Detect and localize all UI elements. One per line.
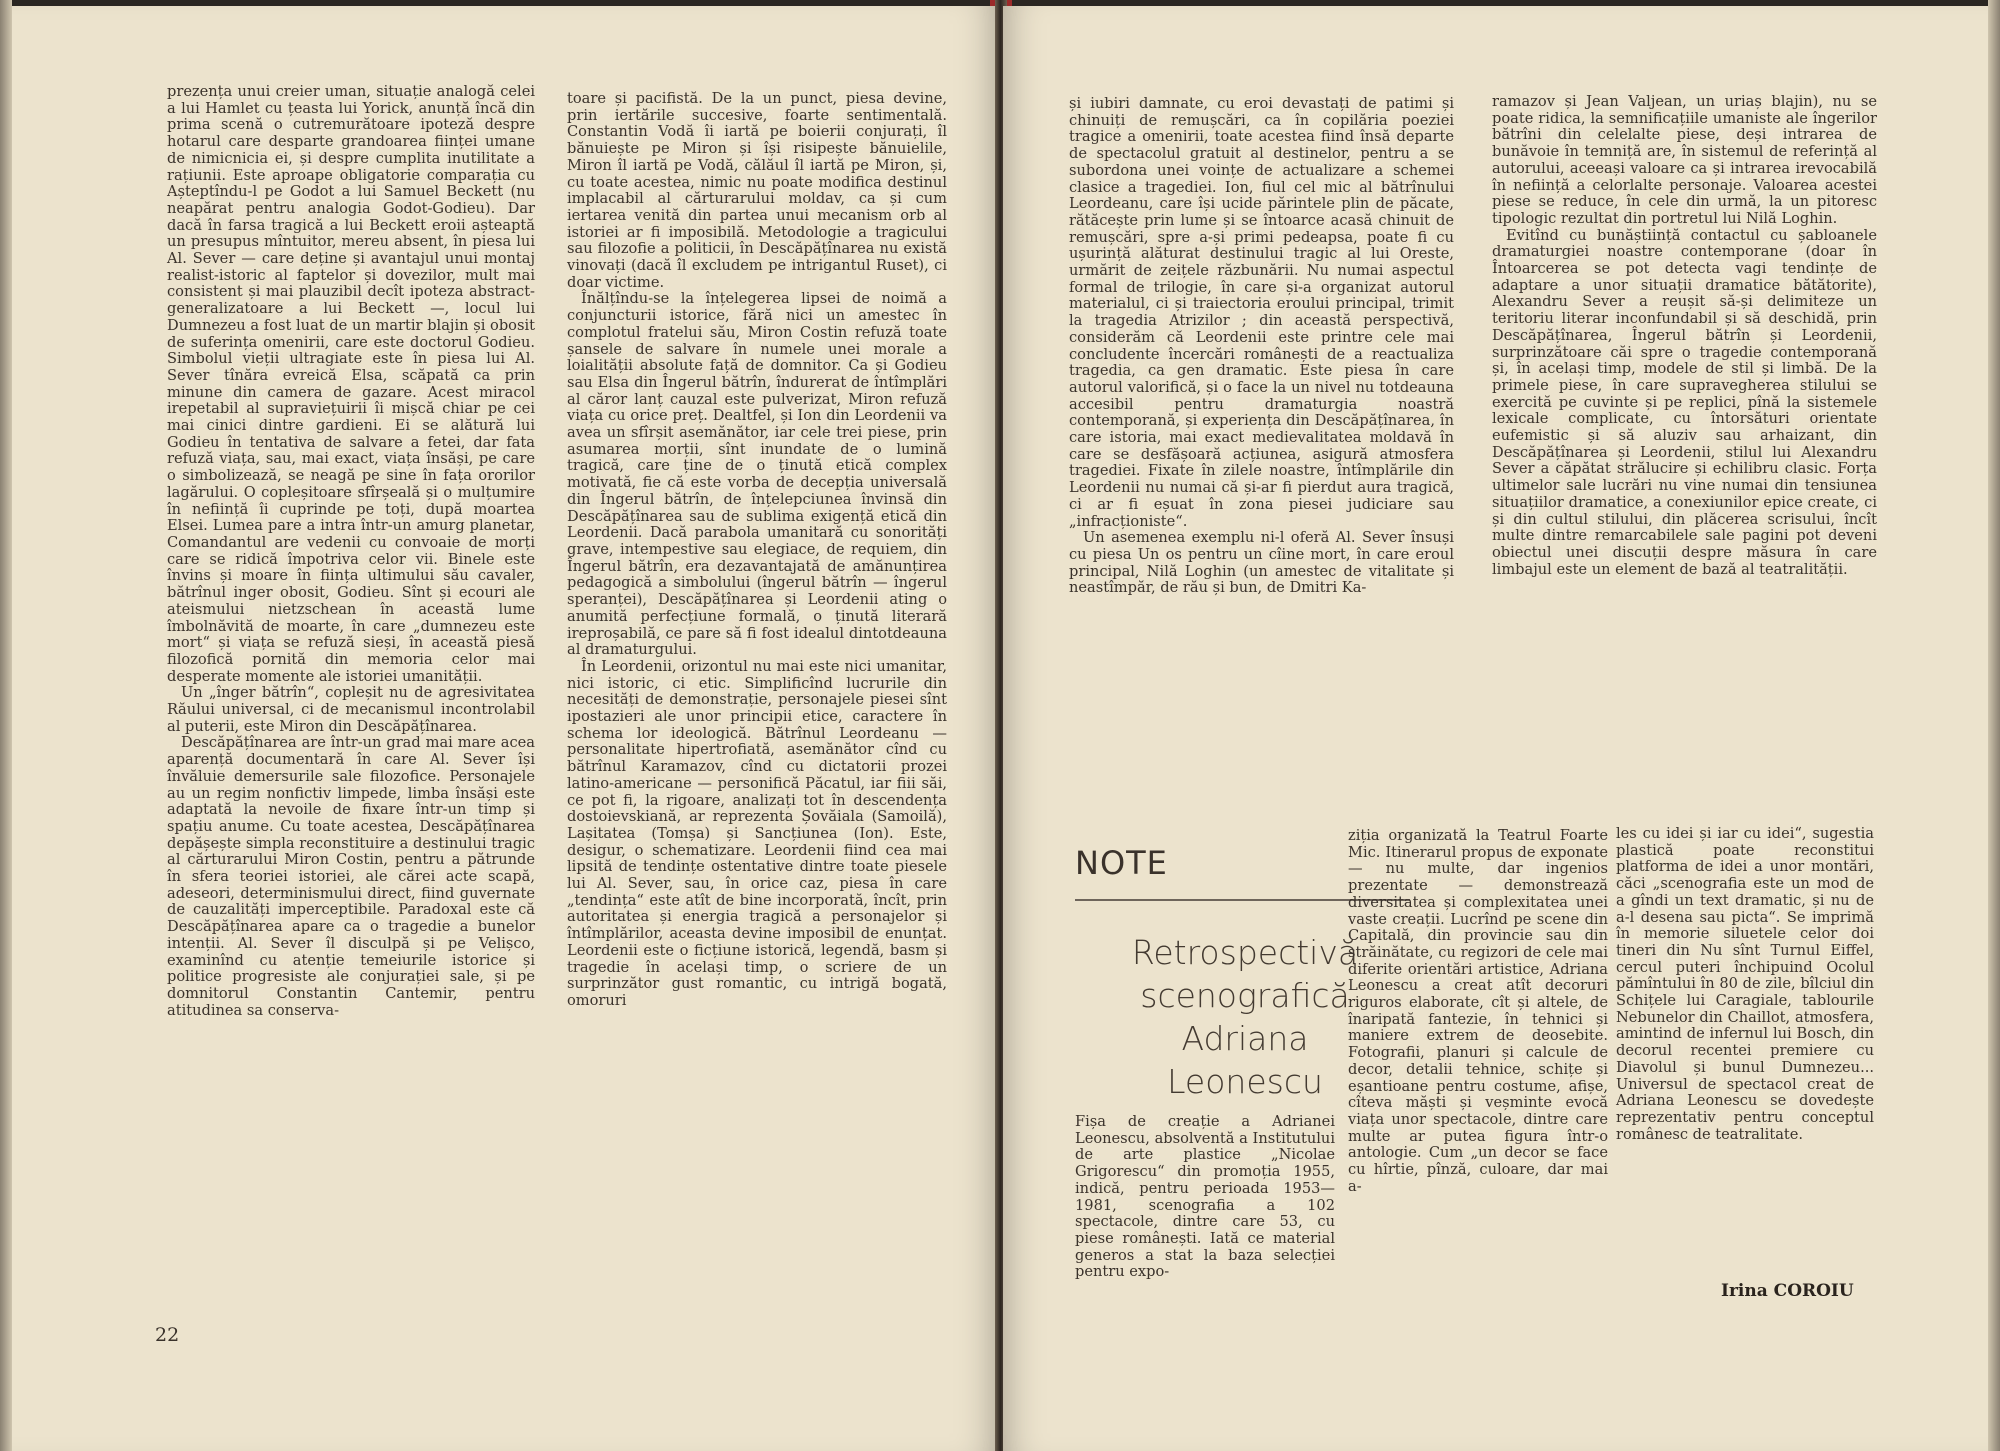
book-edge-left bbox=[0, 0, 12, 1451]
paragraph: Descăpățînarea are într-un grad mai mare acea aparență documentară în care Al. Sever își învăluie demersurile sale filozofice. Personajele au un regim nonfictiv limpede, limba însăși este adaptată la nevoile de fixare într-un timp și spațiu anume. Cu toate acestea, Descăpățînarea depășește simpla reconstituire a destinului tragic al cărturarului Miron Costin, pentru a pătrunde în sfera teoriei istoriei, ale cărei acte scapă, adeseori, determinismului direct, fiind guvernate de cauzalități imperceptibile. Paradoxal este că Descăpățînarea apare ca o tragedie a bunelor intenții. Al. Sever îl disculpă și pe Velișco, examinînd cu atenție temeiurile istorice și politice progresiste ale conjurației sale, și pe domnitorul Constantin Cantemir, pentru atitudinea sa conserva- bbox=[167, 734, 535, 1019]
paragraph: Un asemenea exemplu ni-l oferă Al. Sever însuși cu piesa Un os pentru un cîine mort, în care eroul principal, Nilă Loghin (un amestec de vitalitate și neastîmpăr, de rău și bun, de Dmitri Ka- bbox=[1069, 529, 1454, 597]
right-column-1 bbox=[1069, 96, 1454, 597]
note-column-2 bbox=[1348, 828, 1608, 1195]
right-column-2 bbox=[1492, 94, 1877, 578]
paragraph: les cu idei și iar cu idei“, sugestia plastică poate reconstitui platforma de idei a unor montări, căci „scenografia este un mod de a gîndi un text dramatic, și nu de a-l desena sau picta“. Se imprimă în memorie siluetele celor doi tineri din Nu sînt Turnul Eiffel, cercul puteri închipuind Ocolul pămîntului în 80 de zile, bîlciul din Schițele lui Caragiale, tablourile Nebunelor din Chaillot, atmosfera, amintind de infernul lui Bosch, din decorul recentei premiere cu Diavolul și bunul Dumnezeu... Universul de spectacol creat de Adriana Leonescu se dovedește reprezentativ pentru conceptul românesc de teatralitate. bbox=[1616, 825, 1874, 1143]
section-label: NOTE bbox=[1075, 844, 1168, 882]
right-page bbox=[1003, 6, 1988, 1451]
paragraph: Fișa de creație a Adrianei Leonescu, absolventă a Institutului de arte plastice „Nicolae Grigorescu“ din promoția 1955, indică, pentru perioada 1953—1981, scenografia a 102 spectacole, dintre care 53, cu piese românești. Iată ce material generos a stat la baza selecției pentru expo- bbox=[1075, 1113, 1335, 1281]
left-page bbox=[12, 6, 997, 1451]
paragraph: În Leordenii, orizontul nu mai este nici umanitar, nici istoric, ci etic. Simplificînd lucrurile din necesități de demonstrație, personajele piesei sînt ipostazieri ale unor principii etice, caractere în schema lor ideologică. Bătrînul Leordeanu — personalitate hipertrofiată, asemănător cînd cu bătrînul Karamazov, cînd cu dictatorii prozei latino-americane — personifică Păcatul, iar fiii săi, ce pot fi, la rigoare, analizați tot în descendența dostoievskiană, ar reprezenta Șovăiala (Samoilă), Lașitatea (Tomșa) și Sancțiunea (Ion). Este, desigur, o schematizare. Leordenii fiind cea mai lipsită de tendințe ostentative dintre toate piesele lui Al. Sever, sau, în orice caz, piesa în care „tendința“ este atît de bine incorporată, încît, prin autoritatea și energia tragică a personajelor și întîmplărilor, aceasta devine imposibil de enunțat. Leordenii este o ficțiune istorică, legendă, basm și tragedie în același timp, o scriere de un surprinzător gust romantic, cu intrigă bogată, omoruri bbox=[567, 657, 947, 1009]
page-number: 22 bbox=[155, 1324, 180, 1346]
title-line: Adriana bbox=[1181, 1019, 1309, 1058]
author-signature: Irina COROIU bbox=[1721, 1281, 1854, 1301]
paragraph: ramazov și Jean Valjean, un uriaș blajin), nu se poate ridica, la semnificațiile umaniste ale îngerilor bătrîni din celelalte piese, deși intrarea de bunăvoie în temniță are, în sistemul de referință al autorului, aceeași valoare ca și intrarea irevocabilă în neființă a celorlalte personaje. Valoarea acestei piese se reduce, în cele din urmă, la un pitoresc tipologic rezultat din portretul lui Nilă Loghin. bbox=[1492, 93, 1877, 227]
title-line: Leonescu bbox=[1167, 1062, 1323, 1101]
paragraph: ziția organizată la Teatrul Foarte Mic. Itinerarul propus de exponate — nu multe, dar ingenios prezentate — demonstrează diversitatea și complexitatea unei vaste creații. Lucrînd pe scene din Capitală, din provincie sau din străinătate, cu regizori de cele mai diferite orientări artistice, Adriana Leonescu a creat atît decoruri riguros elaborate, cît și altele, de înaripată fantezie, în tehnici și maniere extrem de deosebite. Fotografii, planuri și calcule de decor, detalii tehnice, schițe și eșantioane pentru costume, afișe, cîteva măști și veșminte evocă viața unor spectacole, dintre care multe ar putea figura într-o antologie. Cum „un decor se face cu hîrtie, pînză, culoare, dar mai a- bbox=[1348, 827, 1608, 1195]
title-line: scenografică bbox=[1140, 976, 1350, 1015]
paragraph: Înălțîndu-se la înțelegerea lipsei de noimă a conjuncturii istorice, fără nici un amestec în complotul fratelui său, Miron Costin refuză toate șansele de salvare în numele unei morale a loialității absolute față de domnitor. Ca și Godieu sau Elsa din Îngerul bătrîn, îndurerat de întîmplări al căror lanț cauzal este pulverizat, Miron refuză viața cu orice preț. Dealtfel, și Ion din Leordenii va avea un sfîrșit asemănător, iar cele trei piese, prin asumarea morții, sînt inundate de o lumină tragică, care ține de o ținută etică complex motivată, fie că este vorba de decepția universală din Îngerul bătrîn, de înțelepciunea învinsă din Descăpățînarea sau de sublima exigență etică din Leordenii. Dacă parabola umanitară cu sonorități grave, intempestive sau elegiace, de requiem, din Îngerul bătrîn, era dezavantajată de amănunțirea pedagogică a simbolului (îngerul bătrîn — îngerul speranței), Descăpățînarea și Leordenii ating o anumită perfecțiune formală, o ținută literară ireproșabilă, ce pare să fi fost idealul dintotdeauna al dramaturgului. bbox=[567, 290, 947, 659]
note-column-3 bbox=[1616, 826, 1874, 1143]
left-column-1 bbox=[167, 84, 535, 1019]
title-line: Retrospectivă bbox=[1131, 933, 1359, 972]
paragraph: și iubiri damnate, cu eroi devastați de patimi și chinuiți de remușcări, ca în copilăria poeziei tragice a omenirii, toate acestea fiind însă departe de spectacolul gratuit al destinelor, pentru a se subordona unei voințe de actualizare a schemei clasice a tragediei. Ion, fiul cel mic al bătrînului Leordeanu, care își ucide părintele plin de păcate, rătăcește prin lume și se întoarce acasă chinuit de remușcări, spre a-și primi pedeapsa, poate fi cu ușurință alăturat destinului tragic al lui Oreste, urmărit de zeițele răzbunării. Nu numai aspectul formal de trilogie, în care și-a organizat autorul materialul, ci și traiectoria eroului principal, trimit la tragedia Atrizilor ; din această perspectivă, considerăm că Leordenii este printre cele mai concludente încercări românești de a reactualiza tragedia, ca gen dramatic. Este piesa în care autorul valorifică, și o face la un nivel nu totdeauna accesibil pentru dramaturgia noastră contemporană, și experiența din Descăpățînarea, în care istoria, mai exact medievalitatea moldavă în care se desfășoară acțiunea, asigură atmosfera tragediei. Fixate în zilele noastre, întîmplările din Leordenii nu numai că și-ar fi pierdut aura tragică, ci ar fi eșuat în zona piesei judiciare sau „infracționiste“. bbox=[1069, 95, 1454, 530]
paragraph: prezența unui creier uman, situație analogă celei a lui Hamlet cu țeasta lui Yorick, anunță încă din prima scenă o cutremurătoare ipoteză despre hotarul care desparte grandoarea ființei umane de nimicnicia ei, și despre cumplita inutilitate a rațiunii. Este aproape obligatorie comparația cu Așteptîndu-l pe Godot a lui Samuel Beckett (nu neapărat pentru analogia Godot-Godieu). Dar dacă în farsa tragică a lui Beckett eroii așteaptă un presupus mîntuitor, mereu absent, în piesa lui Al. Sever — care deține și avantajul unui montaj realist-istoric al faptelor și dovezilor, mult mai consistent și mai plauzibil decît ipoteza abstract-generalizatoare a lui Beckett —, locul lui Dumnezeu a fost luat de un martir blajin și obosit de suferința omenirii, care este doctorul Godieu. Simbolul vieții ultragiate este în piesa lui Al. Sever tînăra evreică Elsa, scăpată ca prin minune din camera de gazare. Acest miracol irepetabil al supraviețuirii îi mișcă chiar pe cei mai cinici dintre gardieni. Ei se alătură lui Godieu în tentativa de salvare a fetei, dar fata refuză viața, sau, mai exact, viața însăși, pe care o simbolizează, se neagă pe sine în fața ororilor lagărului. O copleșitoare sfîrșeală și o mulțumire în neființă îi cuprinde pe toți, după moartea Elsei. Lumea pare a intra într-un amurg planetar, Comandantul are vedenii cu convoaie de morți care se ridică împotriva celor vii. Binele este învins și moare în ființa ultimului său cavaler, bătrînul inger obosit, Godieu. Sînt și ecouri ale ateismului nietzschean în această lume îmbolnăvită de moarte, în care „dumnezeu este mort“ și viața se refuză sieși, în această piesă filozofică pornită din memoria celor mai desperate momente ale istoriei umanității. bbox=[167, 83, 535, 685]
paragraph: Un „înger bătrîn“, copleșit nu de agresivitatea Răului universal, ci de mecanismul incontrolabil al puterii, este Miron din Descăpățînarea. bbox=[167, 684, 535, 735]
left-column-2 bbox=[567, 91, 947, 1010]
paragraph: toare și pacifistă. De la un punct, piesa devine, prin iertările succesive, foarte sentimentală. Constantin Vodă îi iartă pe boierii conjurați, îl bănuiește pe Miron și își risipește bănuielile, Miron îl iartă pe Vodă, călăul îl iartă pe Miron, și, cu toate acestea, nimic nu poate modifica destinul implacabil al cărturarului moldav, ca și cum iertarea venită din partea unui mecanism orb al istoriei ar fi imposibilă. Metodologie a tragicului sau filozofie a politicii, în Descăpățînarea nu există vinovați (dacă îl excludem pe intrigantul Ruset), ci doar victime. bbox=[567, 90, 947, 291]
paragraph: Evitînd cu bunăștiință contactul cu șabloanele dramaturgiei noastre contemporane (doar în Întoarcerea se pot detecta vagi tendințe de adaptare a unor situații dramatice bătătorite), Alexandru Sever a reușit să-și delimiteze un teritoriu literar inconfundabil și să deschidă, prin Descăpățînarea, Îngerul bătrîn și Leordenii, surprinzătoare căi spre o tragedie contemporană și, în același timp, modele de stil și limbă. De la primele piese, în care supravegherea stilului se exercită pe cuvinte și pe replici, pînă la sistemele lexicale complicate, cu întorsături orientate eufemistic și să aluziv sau arhaizant, din Descăpățînarea și Leordenii, stilul lui Alexandru Sever a căpătat strălucire și echilibru clasic. Forța ultimelor sale lucrări nu vine numai din tensiunea situațiilor dramatice, a conexiunilor epice create, ci și din cultul stilului, din plăcerea scrisului, încît multe dintre remarcabilele sale pagini pot deveni obiectul unei discuții despre măsura în care limbajul este un element de bază al teatralității. bbox=[1492, 226, 1877, 578]
book-edge-right bbox=[1988, 0, 2000, 1451]
note-column-1 bbox=[1075, 1114, 1335, 1281]
